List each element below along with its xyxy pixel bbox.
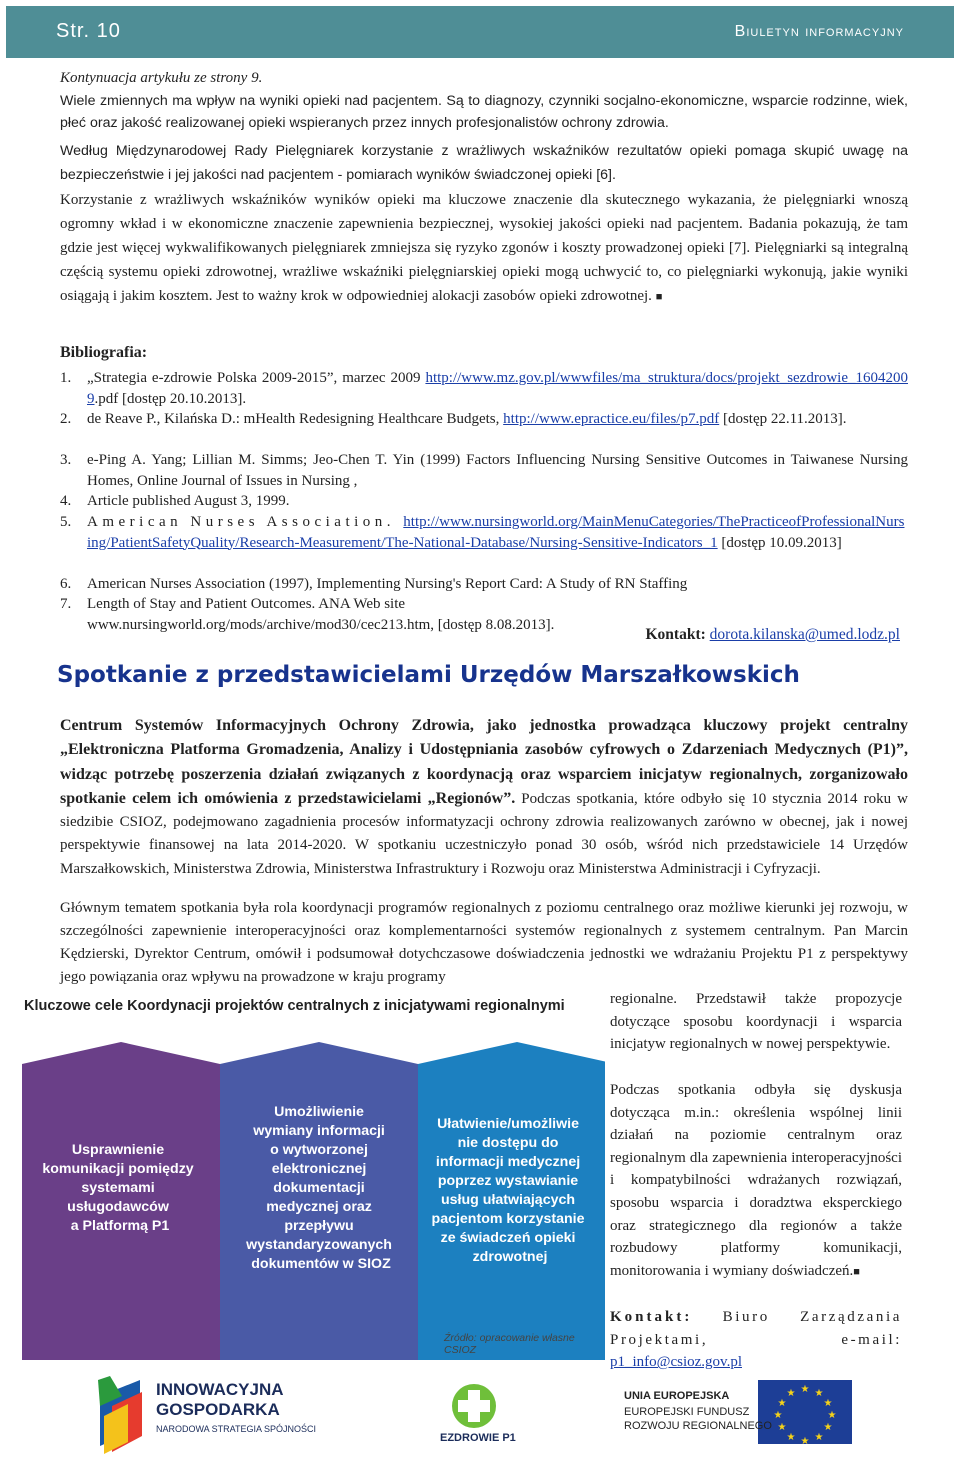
contact-email-link[interactable]: dorota.kilanska@umed.lodz.pl	[709, 626, 900, 643]
innovative-economy-logo-icon	[98, 1376, 142, 1454]
arrow-3-text: Ułatwienie/umożliwie nie dostępu do informacji medycznej poprzez wystawianie usług ułatwiających pacjentom korzystanie ze świadczeń opieki zdrowotnej	[431, 1116, 585, 1265]
bibliography-item: 4. Article published August 3, 1999.	[60, 493, 290, 509]
intro-paragraph-3: Korzystanie z wrażliwych wskaźników wyników opieki ma kluczowe znaczenie dla skutecznego wykazania, że pielęgniarki wnoszą ogromny wkład i w ekonomiczne znaczenie zapewnienia bezpiecznej, wysokiej jakości opieki nad pacjentem. Badania pokazują, że tam gdzie jest więcej wykwalifikowanych pielęgniarek zmniejsza się ryzyko zgonów i koszty prowadzonej opieki [7]. Pielęgniarki są integralną częścią systemu opieki zdrowotnej, wrażliwe wskaźniki pielęgniarskiej opieki mogą uchwycić to, co pielęgniarki wykonują, jakie wyniki osiągają i jakim kosztem. Jest to ważny krok w odpowiedniej alokacji zasobów opieki zdrowotnej. ■	[60, 192, 908, 304]
innovative-economy-line3: NARODOWA STRATEGIA SPÓJNOŚCI	[156, 1424, 317, 1434]
right-column-paragraph-2: Podczas spotkania odbyła się dyskusja dotycząca m.in.: określenia wspólnej linii działań na poziomie centralnym oraz regionalnym dla zapewnienia interoperacyjności i kompatybilności wdrażanych rozwiązań, sposobu wsparcia i doradztwa eksperckiego oraz strategicznego dla regionów a także rozbudowy platformy komunikacji, monitorowania i wymiany doświadczeń.■	[610, 1082, 902, 1279]
bibliography-title: Bibliografia:	[60, 344, 148, 361]
svg-text:★: ★	[773, 1410, 783, 1421]
svg-text:★: ★	[786, 1388, 796, 1399]
ezdrowie-logo-icon	[452, 1384, 496, 1428]
footer-logo-graphics	[0, 1366, 960, 1464]
arrow-1-text: Usprawnienie komunikacji pomiędzy systemami usługodawców a Platformą P1	[42, 1142, 194, 1234]
bibliography-item: 5. American Nurses Association. http://www.nursingworld.org/MainMenuCategories/ThePracticeofProfessionalNursing/PatientSafetyQuality/Research-Measurement/The-National-Database/Nursing-Sensitive-Indicators_1 [dostęp 10.09.2013]	[60, 514, 905, 551]
infographic-source: Źródło: opracowanie własne CSIOZ	[444, 1332, 575, 1356]
svg-text:★: ★	[786, 1432, 796, 1443]
svg-text:★: ★	[823, 1422, 833, 1433]
article-lead: Centrum Systemów Informacyjnych Ochrony Zdrowia, jako jednostka prowadząca kluczowy projekt centralny „Elektroniczna Platforma Gromadzenia, Analizy i Udostępniania zasobów cyfrowych o Zdarzeniach Medycznych (P1)”, widząc potrzebę poszerzenia działań związanych z koordynacją oraz wsparciem inicjatyw regionalnych, zorganizowało spotkanie celem ich omówienia z przedstawicielami „Regionów”. Podczas spotkania, które odbyło się 10 stycznia 2014 roku w siedzibie CSIOZ, podejmowano zagadnienia procesów informatyzacji ochrony zdrowia realizowanych zarówno w obecnej, jak i nowej perspektywie finansowej na lata 2014-2020. W spotkaniu uczestniczyło ponad 30 osób, wśród nich przedstawiciele 14 Urzędów Marszałkowskich, Ministerstwa Zdrowia, Ministerstwa Infrastruktury i Rozwoju oraz Ministerstwa Administracji i Cyfryzacji.	[60, 717, 909, 877]
right-column-paragraph-1: regionalne. Przedstawił także propozycje dotyczące sposobu koordynacji i wsparcia inicjatyw regionalnych w nowej perspektywie.	[610, 991, 902, 1053]
bibliography-link[interactable]: http://www.mz.gov.pl/wwwfiles/ma_struktura/docs/projekt_sezdrowie_16042009	[87, 370, 908, 407]
bibliography-item: 6. American Nurses Association (1997), Implementing Nursing's Report Card: A Study of RN Staffing	[60, 576, 688, 592]
eu-line3: ROZWOJU REGIONALNEGO	[624, 1420, 772, 1432]
article1-contact: Kontakt: dorota.kilanska@umed.lodz.pl	[645, 626, 900, 643]
article-paragraph-2: Głównym tematem spotkania była rola koordynacji programów regionalnych z poziomu centralnego oraz możliwe kierunki jej rozwoju, w szczególności zapewnienie interoperacyjności oraz komplementarności systemów regionalnych z systemem centralnym. Pan Marcin Kędzierski, Dyrektor Centrum, omówił i podsumował dotychczasowe doświadczenia jednostki we wdrażaniu Projektu P1 z perspektywy jego powiązania oraz wpływu na prowadzone w kraju programy	[60, 900, 908, 985]
eu-line2: EUROPEJSKI FUNDUSZ	[624, 1406, 750, 1418]
bibliography-item: 3. e-Ping A. Yang; Lillian M. Simms; Jeo-Chen T. Yin (1999) Factors Influencing Nursing Sensitive Outcomes in Taiwanese Nursing Homes, Online Journal of Issues in Nursing ,	[60, 452, 908, 489]
arrow-2-text: Umożliwienie wymiany informacji o wytworzonej elektronicznej dokumentacji medycznej oraz przepływu wystandaryzowanych dokumentów w SIOZ	[246, 1104, 392, 1272]
bibliography-link[interactable]: http://www.epractice.eu/files/p7.pdf	[503, 411, 720, 427]
innovative-economy-line1: INNOWACYJNA	[156, 1380, 284, 1399]
svg-text:★: ★	[777, 1422, 787, 1433]
eu-flag-icon	[758, 1380, 852, 1447]
svg-text:★: ★	[814, 1388, 824, 1399]
innovative-economy-line2: GOSPODARKA	[156, 1400, 280, 1419]
infographic-title: Kluczowe cele Koordynacji projektów centralnych z inicjatywami regionalnymi	[24, 998, 565, 1014]
bulletin-title: Biuletyn informacyjny	[734, 23, 904, 40]
eu-line1: UNIA EUROPEJSKA	[624, 1390, 730, 1402]
page-header	[6, 6, 954, 58]
intro-paragraph-1: Wiele zmiennych ma wpływ na wyniki opieki nad pacjentem. Są to diagnozy, czynniki socjalno-ekonomiczne, wsparcie rodzinne, wiek, płeć oraz jakość realizowanej opieki wspieranych przez innych profesjonalistów ochrony zdrowia.	[60, 93, 908, 131]
bibliography-item: 2. de Reave P., Kilańska D.: mHealth Redesigning Healthcare Budgets, http://www.epractice.eu/files/p7.pdf [dostęp 22.11.2013].	[60, 411, 847, 427]
svg-text:★: ★	[823, 1398, 833, 1409]
svg-text:★: ★	[800, 1436, 810, 1447]
goals-infographic	[20, 992, 605, 1362]
footer-logos	[0, 1366, 960, 1464]
bibliography-link[interactable]: http://www.nursingworld.org/MainMenuCategories/ThePracticeofProfessionalNursing/PatientSafetyQuality/Research-Measurement/The-National-Database/Nursing-Sensitive-Indicators_1	[87, 514, 905, 551]
article2-contact: Kontakt: Biuro Zarządzania Projektami, e-mail: p1_info@csioz.gov.pl	[610, 1309, 902, 1371]
svg-text:★: ★	[814, 1432, 824, 1443]
infographic-arrows	[20, 992, 605, 1362]
svg-text:★: ★	[827, 1410, 837, 1421]
svg-text:★: ★	[777, 1398, 787, 1409]
bibliography-item: 7. Length of Stay and Patient Outcomes. ANA Web site www.nursingworld.org/mods/archive/mod30/cec213.htm, [dostęp 8.08.2013].	[60, 596, 555, 633]
ezdrowie-logo-text: EZDROWIE P1	[440, 1432, 516, 1444]
contact-email-link[interactable]: p1_info@csioz.gov.pl	[610, 1354, 742, 1371]
bibliography-item: 1. „Strategia e-zdrowie Polska 2009-2015”, marzec 2009 http://www.mz.gov.pl/wwwfiles/ma_struktura/docs/projekt_sezdrowie_16042009.pdf [dostęp 20.10.2013].	[60, 370, 908, 407]
continuation-note: Kontynuacja artykułu ze strony 9.	[60, 70, 263, 86]
page-number: Str. 10	[56, 20, 121, 42]
article-title: Spotkanie z przedstawicielami Urzędów Marszałkowskich	[57, 662, 800, 688]
svg-text:★: ★	[800, 1384, 810, 1395]
intro-paragraph-2: Według Międzynarodowej Rady Pielęgniarek korzystanie z wrażliwych wskaźników rezultatów opieki pomaga skupić uwagę na bezpieczeństwie i jej jakości nad pacjentem - pomiarach wyników świadczonej opieki [6].	[60, 143, 908, 183]
